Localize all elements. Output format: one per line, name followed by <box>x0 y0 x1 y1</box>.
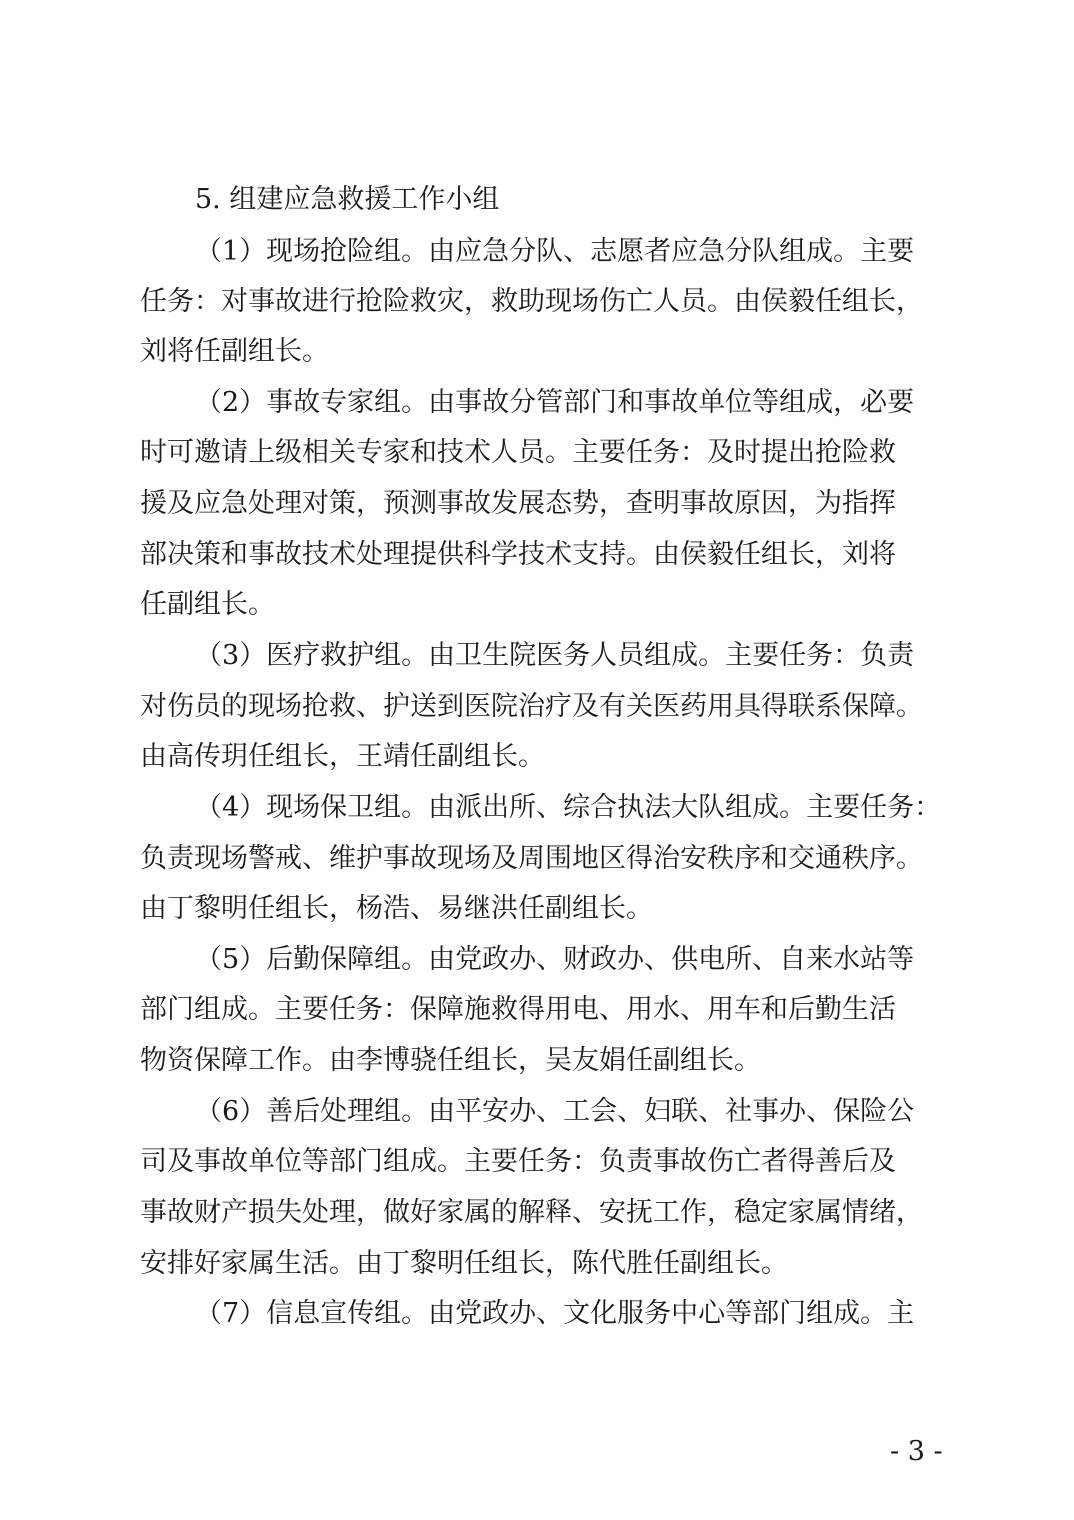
paragraph-5-line-3: 物资保障工作。由李博骁任组长，吴友娟任副组长。 <box>140 1045 761 1076</box>
paragraph-1-line-2: 任务：对事故进行抢险救灾，救助现场伤亡人员。由侯毅任组长， <box>140 286 923 317</box>
paragraph-1-line-3: 刘将任副组长。 <box>140 336 329 367</box>
paragraph-6-line-2: 司及事故单位等部门组成。主要任务：负责事故伤亡者得善后及 <box>140 1146 896 1177</box>
paragraph-4-line-2: 负责现场警戒、维护事故现场及周围地区得治安秩序和交通秩序。 <box>140 843 923 874</box>
paragraph-4-line-3: 由丁黎明任组长，杨浩、易继洪任副组长。 <box>140 893 653 924</box>
paragraph-2-line-4: 部决策和事故技术处理提供科学技术支持。由侯毅任组长，刘将 <box>140 539 896 570</box>
heading-text: 5. 组建应急救援工作小组 <box>195 184 500 215</box>
paragraph-3-line-2: 对伤员的现场抢救、护送到医院治疗及有关医药用具得联系保障。 <box>140 691 923 722</box>
paragraph-7-line-1: （7）信息宣传组。由党政办、文化服务中心等部门组成。主 <box>195 1298 915 1329</box>
paragraph-2-line-5: 任副组长。 <box>140 589 275 620</box>
section-heading <box>0 180 1074 220</box>
paragraph-2-line-2: 时可邀请上级相关专家和技术人员。主要任务：及时提出抢险救 <box>140 437 896 468</box>
paragraph-3-line-3: 由高传玥任组长，王靖任副组长。 <box>140 741 545 772</box>
paragraph-4-line-1: （4）现场保卫组。由派出所、综合执法大队组成。主要任务： <box>195 792 942 823</box>
paragraph-5-line-2: 部门组成。主要任务：保障施救得用电、用水、用车和后勤生活 <box>140 994 896 1025</box>
paragraph-6-line-3: 事故财产损失处理，做好家属的解释、安抚工作，稳定家属情绪， <box>140 1197 923 1228</box>
paragraph-1-line-1: （1）现场抢险组。由应急分队、志愿者应急分队组成。主要 <box>195 236 915 267</box>
paragraph-6-line-4: 安排好家属生活。由丁黎明任组长，陈代胜任副组长。 <box>140 1248 788 1279</box>
paragraph-2-line-3: 援及应急处理对策，预测事故发展态势，查明事故原因，为指挥 <box>140 488 896 519</box>
paragraph-5-line-1: （5）后勤保障组。由党政办、财政办、供电所、自来水站等 <box>195 944 915 975</box>
paragraph-2-line-1: （2）事故专家组。由事故分管部门和事故单位等组成，必要 <box>195 387 915 418</box>
paragraph-6-line-1: （6）善后处理组。由平安办、工会、妇联、社事办、保险公 <box>195 1096 915 1127</box>
paragraph-3-line-1: （3）医疗救护组。由卫生院医务人员组成。主要任务：负责 <box>195 640 915 671</box>
page-number: - 3 - <box>890 1436 943 1467</box>
